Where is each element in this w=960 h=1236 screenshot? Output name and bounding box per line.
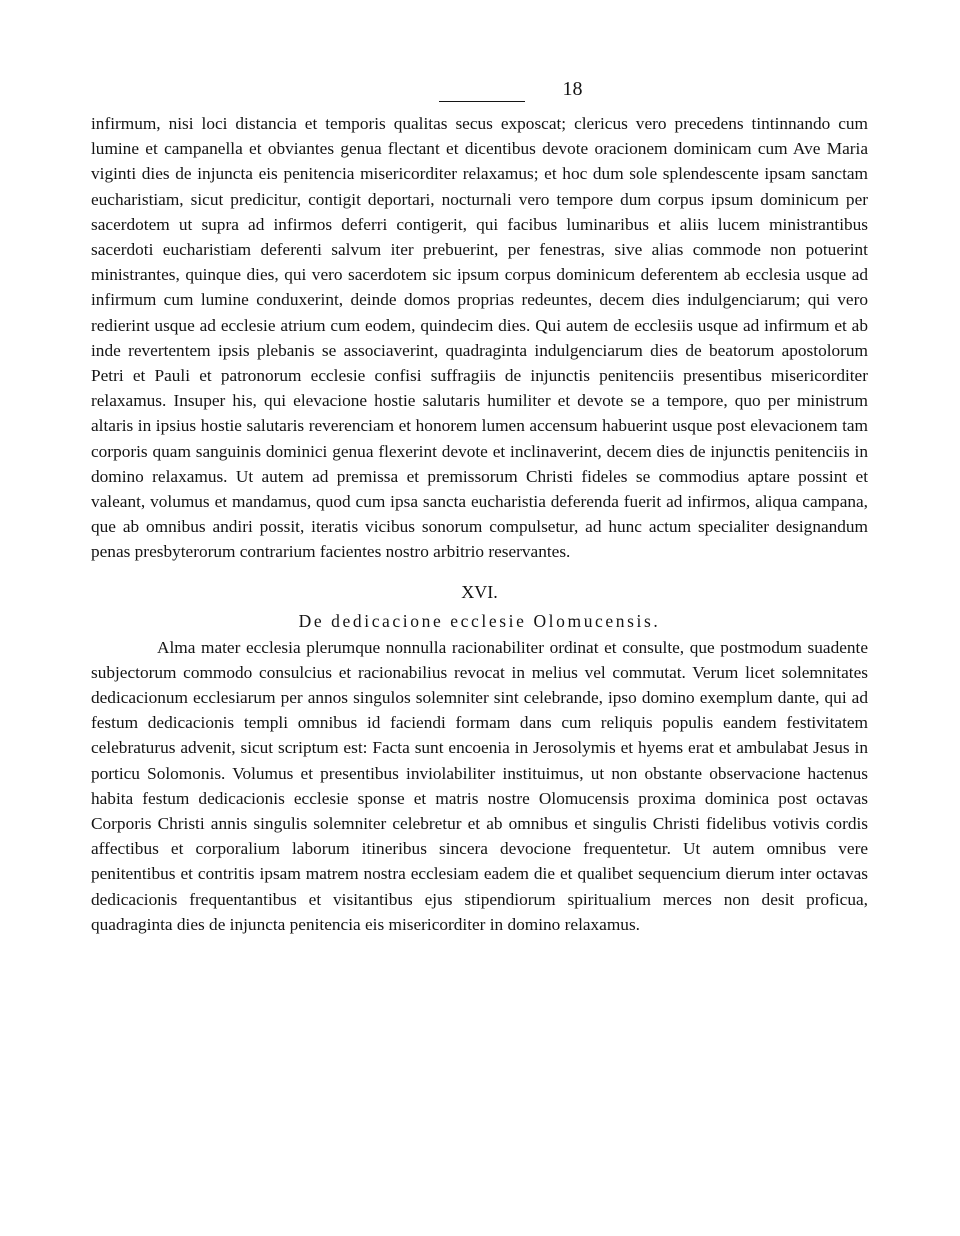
continued-paragraph: infirmum, nisi loci distancia et temporis qualitas secus exposcat; clericus vero precedens tintinnando cum lumine et campanella et obviantes genua flectant et dicentibus devote oracionem dominicam cum Ave Maria viginti dies de injuncta eis penitencia misericorditer relaxamus; et hoc dum sole splendescente ipsam sanctam eucharistiam, sicut predicitur, contigit deportari, nocturnali vero tempore dum corpus ipsum dominicum per sacerdotem ut supra ad infirmos deferri contigerit, qui facibus luminaribus et aliis lucem ministrantibus sacerdoti eucharistiam deferenti salvum iter prebuerint, per fenestras, sive alias commode non potuerint ministrantes, quinque dies, qui vero sacerdotem sic ipsum corpus dominicum deferentem ab ecclesia usque ad infirmum cum lumine conduxerint, deinde domos proprias redeuntes, decem dies indulgenciarum; qui vero redierint usque ad ecclesie atrium cum eodem, quindecim dies. Qui autem de ecclesiis usque ad infirmum et ab inde revertentem ipsis plebanis se associaverint, quadraginta indulgenciarum dies de beatorum apostolorum Petri et Pauli et patronorum ecclesie confisi suffragiis de injunctis penitenciis presentibus misericorditer relaxamus. Insuper his, qui elevacione hostie salutaris humiliter et devote se a tempore, quo per ministrum altaris in ipsius hostie salutaris reverenciam et honorem lumen accensum habuerint usque post elevacionem tam corporis quam sanguinis dominici genua flexerint devote et inclinaverint, decem dies de injunctis penitenciis in domino relaxamus. Ut autem ad premissa et premissorum Christi fideles se commodius aptare possint et valeant, volumus et mandamus, quod cum ipsa sancta eucharistia deferenda fuerit ad infirmos, aliqua campana, que ab omnibus andiri possit, iteratis vicibus sonorum compulsetur, ad hunc actum specialiter designandum penas presbyterorum contrarium facientes nostro arbitrio reservantes. (91, 114, 868, 562)
page-number: 18 (562, 78, 583, 100)
section-title: De dedicacione ecclesie Olomucensis. (298, 610, 661, 631)
section-number: XVI. (461, 581, 498, 602)
page-number-rule (439, 101, 525, 102)
document-page (91, 76, 868, 937)
section-body-paragraph: Alma mater ecclesia plerumque nonnulla racionabiliter ordinat et consulte, que postmodum suadente subjectorum commodo consulcius et racionabilius revocat in melius vel commutat. Verum licet solemnitates dedicacionum ecclesiarum per annos singulos solemniter sint celebrande, ipso domino exemplum dante, qui ad festum dedicacionis templi omnibus id faciendi formam dans cum reliquis populis eandem festivitatem celebraturus advenit, sicut scriptum est: Facta sunt encoenia in Jerosolymis et hyems erat et ambulabat Jesus in porticu Solomonis. Volumus et presentibus inviolabiliter instituimus, ut non obstante observacione hactenus habita festum dedicacionis ecclesie sponse et matris nostre Olomucensis proxima dominica post octavas Corporis Christi annis singulis solemniter celebretur et ab omnibus et singulis Christi fidelibus votivis cordis affectibus et corporalium laborum itineribus sincera devocione frequentetur. Ut autem omnibus vere penitentibus et contritis ipsam matrem nostra ecclesiam eadem die et qualibet sequencium dierum inter octavas dedicacionis frequentantibus et visitantibus ejus stipendiorum spiritualium merces non desit proficua, quadraginta dies de injuncta penitencia eis misericorditer in domino relaxamus. (91, 637, 868, 934)
